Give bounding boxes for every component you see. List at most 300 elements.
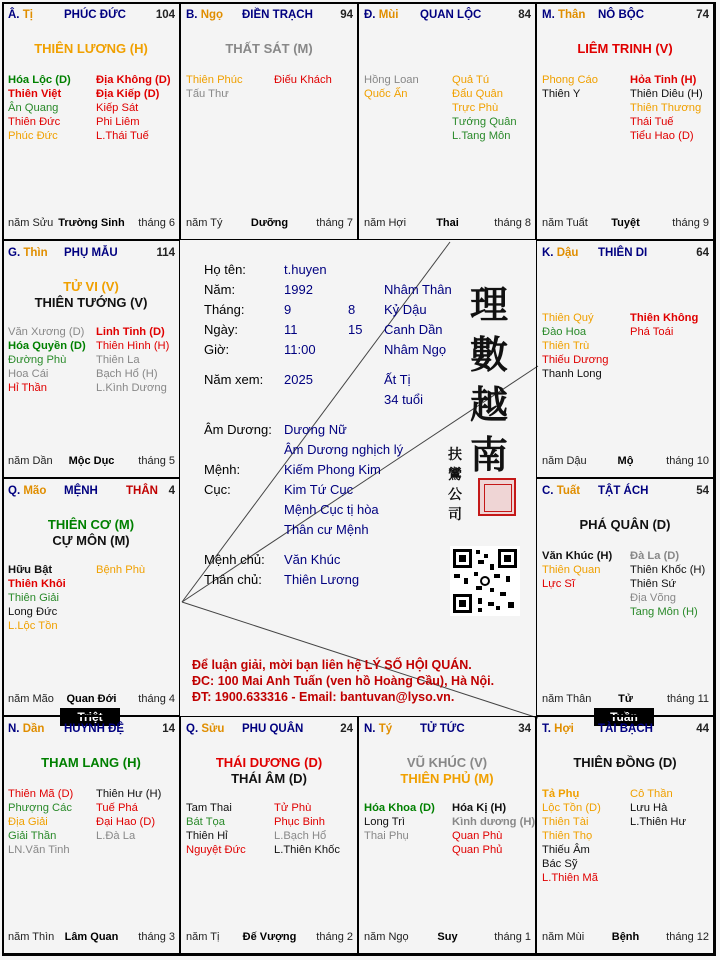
contact-phone-email: ĐT: 1900.633316 - Email: bantuvan@lyso.vn. — [192, 690, 455, 704]
major-star: CỰ MÔN (M) — [52, 533, 130, 548]
palace-name: TỬ TỨC — [420, 723, 465, 735]
palace-than — [536, 2, 714, 240]
seal-char-2: 鸞 — [448, 467, 462, 483]
label-name: Họ tên: — [204, 262, 246, 277]
palace-footer — [8, 217, 175, 231]
palace-number: 104 — [155, 9, 175, 21]
minor-star: Phi Liêm — [96, 116, 140, 128]
branch-name: Mão — [23, 485, 47, 497]
palace-tuat — [536, 478, 714, 716]
palace-name: MỆNH — [64, 485, 98, 497]
minor-star: Thiên Thương — [630, 102, 702, 114]
major-star: THIÊN LƯƠNG (H) — [34, 41, 148, 56]
minor-star: Quan Phủ — [452, 844, 503, 856]
minor-star: Thiên Việt — [8, 88, 62, 100]
minor-star: Thiên Hư (H) — [96, 788, 162, 800]
minor-star: Phong Cáo — [542, 74, 598, 86]
major-star: THAM LANG (H) — [41, 755, 141, 770]
minor-stars-left — [542, 73, 598, 101]
minor-star: Thiếu Dương — [542, 354, 609, 366]
minor-star: Hỉ Thần — [8, 382, 47, 394]
palace-month: tháng 8 — [494, 217, 531, 229]
red-seal-stamp — [478, 478, 516, 516]
minor-star: Tướng Quân — [452, 116, 517, 128]
minor-star: Phượng Các — [8, 802, 72, 814]
palace-name: TẬT ÁCH — [598, 485, 649, 497]
palace-number: 24 — [340, 723, 353, 735]
contact-address: ĐC: 100 Mai Anh Tuấn (ven hồ Hoàng Cầu), Hà Nội. — [192, 674, 495, 688]
minor-star: L.Bạch Hổ — [274, 830, 327, 842]
minor-star: Thiên Giải — [8, 592, 59, 604]
minor-stars-left — [8, 787, 73, 857]
branch-letter: C. — [542, 485, 554, 497]
label-menh: Mệnh: — [204, 462, 241, 477]
minor-star: Linh Tinh (D) — [96, 326, 165, 338]
palace-number: 34 — [518, 723, 531, 735]
minor-star: Thiên Hỉ — [186, 830, 228, 842]
view-year-canchi: Ất Tị — [384, 372, 411, 387]
palace-number: 4 — [168, 485, 175, 497]
hour-value: 11:00 — [284, 342, 316, 357]
palace-footer — [542, 931, 709, 945]
palace-number: 114 — [156, 247, 175, 259]
major-star: PHÁ QUÂN (D) — [579, 517, 671, 532]
major-star: THIÊN ĐỒNG (D) — [573, 755, 677, 770]
minor-stars-right — [274, 73, 332, 87]
minor-star: Lộc Tồn (D) — [542, 802, 601, 814]
hour-canchi: Nhâm Ngọ — [384, 342, 447, 357]
major-star: VŨ KHÚC (V) — [406, 755, 488, 770]
year-value: 1992 — [284, 282, 313, 297]
palace-footer — [8, 931, 175, 945]
minor-star: L.Thiên Mã — [542, 872, 598, 884]
life-phase: Đế Vượng — [242, 931, 297, 943]
life-phase: Lâm Quan — [64, 931, 119, 943]
palace-month: tháng 11 — [666, 693, 709, 705]
palace-number: 74 — [696, 9, 709, 21]
month-canchi: Kỷ Dậu — [384, 302, 427, 317]
minor-star: Thiên Khốc (H) — [630, 564, 706, 576]
palace-header — [364, 9, 531, 23]
month-solar: 9 — [284, 302, 292, 317]
minor-star: Tử Phù — [274, 802, 312, 814]
center-info-panel — [180, 240, 536, 716]
minor-star: Bác Sỹ — [542, 858, 578, 870]
minor-stars-left — [542, 311, 608, 381]
palace-thin — [2, 240, 180, 478]
minor-star: Đường Phù — [8, 354, 67, 366]
palace-name: TÀI BẠCH — [598, 723, 653, 735]
am-duong-note: Âm Dương nghịch lý — [284, 442, 404, 457]
cuc-value: Kim Tứ Cục — [284, 482, 354, 497]
cuc-note-2: Thân cư Mệnh — [284, 522, 369, 537]
life-phase: Tuyệt — [611, 217, 640, 229]
minor-star: Thiên Tài — [542, 816, 589, 828]
palace-year: năm Thân — [542, 693, 592, 705]
minor-star: Quả Tú — [452, 74, 490, 86]
palace-name: THIÊN DI — [598, 247, 648, 259]
minor-star: Đẩu Quân — [452, 88, 503, 100]
minor-star: Long Đức — [8, 606, 58, 618]
minor-star: Lực Sĩ — [542, 578, 575, 590]
life-phase: Suy — [437, 931, 458, 943]
minor-star: Địa Kiếp (D) — [96, 88, 160, 100]
minor-star: Long Trì — [364, 816, 406, 828]
life-phase: Mộc Dục — [68, 455, 115, 467]
minor-stars-right — [630, 787, 686, 829]
minor-star: Thiên Hình (H) — [96, 340, 170, 352]
palace-month: tháng 7 — [316, 217, 353, 229]
palace-year: năm Mùi — [542, 931, 585, 943]
palace-header — [8, 9, 175, 23]
palace-year: năm Dậu — [542, 455, 587, 467]
palace-name: ĐIỀN TRẠCH — [242, 9, 313, 21]
seal-char-3: 公 — [448, 487, 462, 503]
label-hour: Giờ: — [204, 342, 230, 357]
palace-footer — [542, 693, 709, 707]
palace-ty — [2, 2, 180, 240]
branch-name: Thân — [557, 9, 586, 21]
minor-stars-right — [274, 801, 340, 857]
branch-name: Dần — [22, 723, 45, 735]
palace-header — [542, 9, 709, 23]
minor-star: Hóa Kị (H) — [452, 802, 507, 814]
triet-marker: Triệt — [60, 708, 120, 726]
branch-letter: M. — [542, 9, 555, 21]
minor-star: Giải Thần — [8, 830, 57, 842]
palace-month: tháng 12 — [666, 931, 709, 943]
day-lunar: 15 — [348, 322, 363, 337]
palace-number: 84 — [518, 9, 531, 21]
seal-char-1: 扶 — [448, 447, 462, 463]
palace-footer — [186, 931, 353, 945]
major-star: THÁI DƯƠNG (D) — [215, 755, 323, 770]
minor-star: Đà La (D) — [630, 550, 680, 562]
minor-star: Hóa Khoa (D) — [364, 802, 435, 814]
minor-star: Lưu Hà — [630, 802, 668, 814]
contact-line-1: Để luận giải, mời bạn liên hệ LÝ SỐ HỘI QUÁN. — [192, 658, 472, 672]
palace-year: năm Mão — [8, 693, 54, 705]
minor-stars-left — [186, 801, 246, 857]
minor-star: Tấu Thư — [186, 88, 229, 100]
branch-name: Sửu — [201, 723, 225, 735]
palace-number: 44 — [696, 723, 709, 735]
minor-stars-left — [364, 801, 435, 843]
major-star: THÁI ÂM (D) — [231, 771, 307, 786]
minor-stars-left — [8, 73, 71, 143]
minor-stars-left — [8, 563, 66, 633]
palace-year: năm Dần — [8, 455, 53, 467]
minor-star: Hóa Lộc (D) — [8, 74, 71, 86]
major-star: THIÊN CƠ (M) — [47, 517, 135, 532]
palace-ngo — [180, 2, 358, 240]
label-cuc: Cục: — [204, 482, 231, 497]
minor-star: Cô Thần — [630, 788, 673, 800]
minor-star: Thái Tuế — [630, 116, 674, 128]
palace-month: tháng 1 — [494, 931, 531, 943]
minor-star: L.Lộc Tồn — [8, 620, 58, 632]
palace-year: năm Thìn — [8, 931, 55, 943]
minor-star: Tang Môn (H) — [630, 606, 698, 618]
palace-month: tháng 3 — [138, 931, 175, 943]
minor-star: Thiên Phúc — [186, 74, 243, 86]
minor-stars-left — [186, 73, 243, 101]
minor-star: Thiên Y — [542, 88, 581, 100]
logo-char-2: 數 — [470, 332, 509, 377]
minor-star: Thiên Sứ — [630, 578, 677, 590]
branch-name: Tuất — [556, 485, 581, 497]
minor-star: Hóa Quyền (D) — [8, 340, 86, 352]
palace-mui — [358, 2, 536, 240]
palace-dan — [2, 716, 180, 954]
branch-letter: B. — [186, 9, 198, 21]
palace-month: tháng 10 — [666, 455, 709, 467]
palace-name: PHU QUÂN — [242, 723, 304, 735]
palace-mao — [2, 478, 180, 716]
branch-letter: Â. — [8, 9, 20, 21]
minor-stars-left — [8, 325, 86, 395]
minor-star: Địa Giải — [8, 816, 48, 828]
life-phase: Thai — [436, 217, 459, 229]
name-value: t.huyen — [284, 262, 327, 277]
major-star: THIÊN PHỦ (M) — [400, 771, 494, 786]
minor-star: L.Thiên Khốc — [274, 844, 340, 856]
minor-star: Trực Phù — [452, 102, 499, 114]
minor-star: Hoa Cái — [8, 368, 49, 380]
palace-footer — [542, 455, 709, 469]
minor-star: Thiên Quý — [542, 312, 594, 324]
palace-year: năm Tuất — [542, 217, 588, 229]
palace-name: NÔ BỘC — [598, 9, 644, 21]
minor-stars-left — [542, 787, 601, 885]
than-chu-value: Thiên Lương — [284, 572, 360, 587]
minor-star: Thiên Mã (D) — [8, 788, 74, 800]
menh-value: Kiếm Phong Kim — [284, 462, 381, 477]
label-year: Năm: — [204, 282, 236, 297]
palace-header — [542, 723, 709, 737]
palace-header — [364, 723, 531, 737]
branch-name: Thìn — [23, 247, 48, 259]
minor-stars-right — [630, 73, 703, 143]
minor-star: L.Thái Tuế — [96, 130, 149, 142]
palace-dau — [536, 240, 714, 478]
palace-hoi — [536, 716, 714, 954]
minor-star: Địa Không (D) — [96, 74, 171, 86]
palace-month: tháng 2 — [316, 931, 353, 943]
branch-letter: Đ. — [364, 9, 376, 21]
palace-year: năm Hợi — [364, 217, 407, 229]
label-view-year: Năm xem: — [204, 372, 264, 387]
label-month: Tháng: — [204, 302, 245, 317]
than-marker: THÂN — [126, 485, 158, 497]
minor-star: Địa Võng — [630, 592, 677, 604]
major-star: THIÊN TƯỚNG (V) — [34, 295, 148, 310]
minor-star: Thiên Thọ — [542, 830, 593, 842]
minor-star: L.Kình Dương — [96, 382, 167, 394]
minor-star: Điếu Khách — [274, 74, 332, 86]
palace-year: năm Ngọ — [364, 931, 409, 943]
palace-name: QUAN LỘC — [420, 9, 482, 21]
minor-stars-right — [96, 73, 171, 143]
palace-footer — [364, 931, 531, 945]
branch-letter: G. — [8, 247, 21, 259]
minor-star: Tuế Phá — [96, 802, 138, 814]
minor-star: Thiên La — [96, 354, 140, 366]
branch-letter: N. — [364, 723, 376, 735]
minor-star: Thiên Trù — [542, 340, 590, 352]
logo-char-1: 理 — [470, 282, 509, 327]
am-duong-value: Dương Nữ — [284, 422, 347, 437]
branch-letter: N. — [8, 723, 20, 735]
palace-footer — [8, 693, 175, 707]
minor-stars-left — [542, 549, 612, 591]
life-phase: Bệnh — [611, 931, 640, 943]
minor-star: Văn Xương (D) — [8, 326, 85, 338]
minor-star: Thiên Diêu (H) — [630, 88, 703, 100]
minor-star: LN.Văn Tinh — [8, 844, 70, 856]
minor-star: Bạch Hổ (H) — [96, 368, 158, 380]
palace-footer — [8, 455, 175, 469]
qr-code — [450, 546, 520, 616]
minor-star: Đại Hao (D) — [96, 816, 156, 828]
minor-star: Thiếu Âm — [542, 844, 590, 856]
minor-star: Phục Binh — [274, 816, 325, 828]
minor-star: Ân Quang — [8, 102, 59, 114]
life-phase: Dưỡng — [250, 217, 289, 229]
palace-name: HUYNH ĐỆ — [64, 723, 125, 735]
minor-stars-left — [364, 73, 419, 101]
branch-letter: Q. — [186, 723, 199, 735]
minor-stars-right — [630, 311, 698, 339]
minor-star: Thiên Khôi — [8, 578, 66, 590]
minor-star: Kình dương (H) — [452, 816, 536, 828]
view-year-value: 2025 — [284, 372, 313, 387]
minor-star: Bát Tọa — [186, 816, 225, 828]
branch-letter: K. — [542, 247, 554, 259]
minor-stars-right — [630, 549, 705, 619]
palace-header — [186, 9, 353, 23]
minor-star: Thanh Long — [542, 368, 602, 380]
palace-month: tháng 5 — [138, 455, 175, 467]
minor-stars-right — [452, 801, 535, 857]
year-canchi: Nhâm Thân — [384, 282, 452, 297]
minor-star: Văn Khúc (H) — [542, 550, 613, 562]
minor-star: Quốc Ấn — [364, 88, 408, 100]
minor-star: Tam Thai — [186, 802, 232, 814]
branch-name: Dậu — [556, 247, 579, 259]
palace-number: 54 — [696, 485, 709, 497]
minor-star: Thiên Đức — [8, 116, 61, 128]
branch-letter: T. — [542, 723, 551, 735]
label-menh-chu: Mệnh chủ: — [204, 552, 265, 567]
minor-star: Thai Phụ — [364, 830, 409, 842]
minor-star: Bệnh Phù — [96, 564, 146, 576]
minor-star: L.Tang Môn — [452, 130, 511, 142]
minor-star: L.Thiên Hư — [630, 816, 686, 828]
minor-star: Tả Phụ — [542, 788, 580, 800]
branch-letter: Q. — [8, 485, 21, 497]
branch-name: Ngọ — [200, 9, 224, 21]
palace-number: 14 — [162, 723, 175, 735]
palace-year: năm Tý — [186, 217, 223, 229]
minor-star: L.Đà La — [96, 830, 136, 842]
logo-char-3: 越 — [470, 382, 509, 427]
palace-header — [8, 247, 175, 261]
age-value: 34 tuổi — [384, 392, 424, 407]
minor-star: Phúc Đức — [8, 130, 58, 142]
palace-header — [186, 723, 353, 737]
branch-name: Hợi — [554, 723, 574, 735]
palace-header — [8, 485, 175, 499]
minor-star: Hồng Loan — [364, 74, 419, 86]
palace-header — [8, 723, 175, 737]
palace-footer — [542, 217, 709, 231]
life-phase: Mộ — [617, 455, 634, 467]
minor-star: Tiểu Hao (D) — [630, 130, 694, 142]
minor-star: Hữu Bật — [8, 564, 53, 576]
palace-year: năm Sửu — [8, 217, 54, 229]
palace-name: PHỤ MẪU — [64, 247, 118, 259]
minor-star: Đào Hoa — [542, 326, 587, 338]
palace-month: tháng 9 — [672, 217, 709, 229]
palace-number: 94 — [340, 9, 353, 21]
palace-number: 64 — [696, 247, 709, 259]
palace-header — [542, 247, 709, 261]
palace-footer — [364, 217, 531, 231]
day-canchi: Canh Dần — [384, 322, 443, 337]
minor-star: Nguyệt Đức — [186, 844, 246, 856]
palace-footer — [186, 217, 353, 231]
life-phase: Quan Đới — [66, 693, 117, 705]
minor-star: Quan Phù — [452, 830, 503, 842]
minor-stars-right — [452, 73, 517, 143]
month-lunar: 8 — [348, 302, 356, 317]
minor-star: Kiếp Sát — [96, 102, 139, 114]
logo-char-4: 南 — [470, 432, 509, 477]
label-day: Ngày: — [204, 322, 238, 337]
life-phase: Trường Sinh — [58, 217, 125, 229]
label-am-duong: Âm Dương: — [204, 422, 272, 437]
life-phase: Tử — [618, 693, 633, 705]
menh-chu-value: Văn Khúc — [284, 552, 341, 567]
palace-year: năm Tị — [186, 931, 220, 943]
minor-star: Phá Toái — [630, 326, 674, 338]
minor-stars-right — [96, 325, 169, 395]
palace-ty2 — [358, 716, 536, 954]
branch-name: Mùi — [378, 9, 399, 21]
cuc-note-1: Mệnh Cục tị hòa — [284, 502, 379, 517]
minor-star: Hỏa Tinh (H) — [630, 74, 697, 86]
minor-stars-right — [96, 787, 161, 843]
major-star: LIÊM TRINH (V) — [577, 41, 673, 56]
branch-name: Tị — [22, 9, 33, 21]
palace-month: tháng 6 — [138, 217, 175, 229]
palace-name: PHÚC ĐỨC — [64, 9, 126, 21]
tuan-marker: Tuần — [594, 708, 654, 726]
palace-month: tháng 4 — [138, 693, 175, 705]
label-than-chu: Thân chủ: — [204, 572, 262, 587]
minor-stars-right — [96, 563, 145, 577]
minor-star: Thiên Không — [630, 312, 699, 324]
palace-suu — [180, 716, 358, 954]
branch-name: Tý — [378, 723, 393, 735]
major-star: THẤT SÁT (M) — [225, 41, 313, 56]
seal-char-4: 司 — [448, 507, 462, 523]
day-solar: 11 — [284, 322, 298, 337]
palace-header — [542, 485, 709, 499]
major-star: TỬ VI (V) — [63, 279, 119, 294]
minor-star: Thiên Quan — [542, 564, 601, 576]
